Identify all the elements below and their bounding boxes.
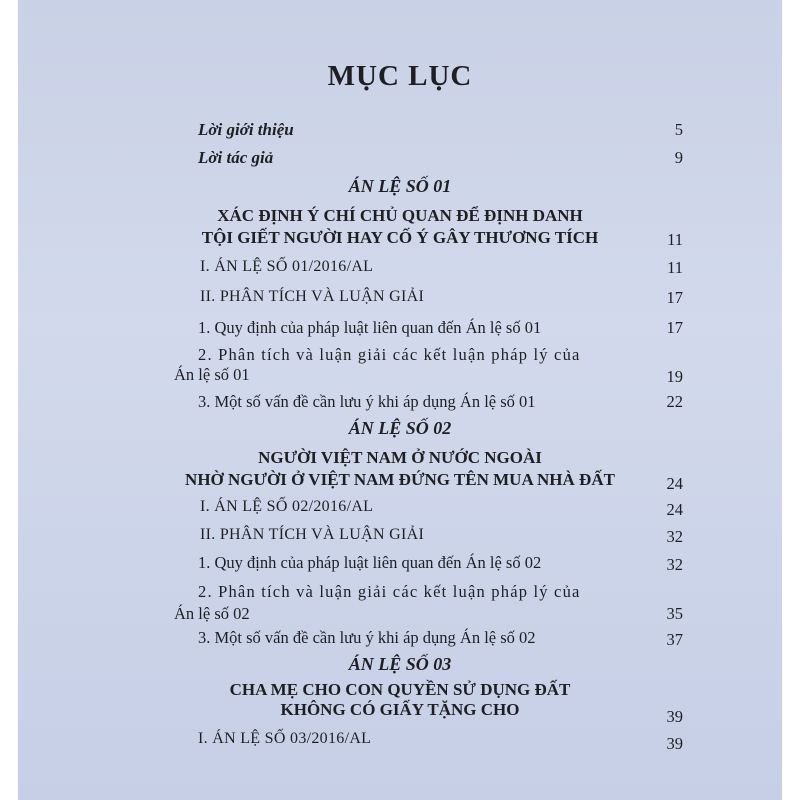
- page-title: MỤC LỤC: [327, 60, 473, 92]
- case1-item-3-page: 17: [666, 318, 683, 337]
- case1-item-4-page: 19: [666, 367, 683, 386]
- case2-item-1-label: I. ÁN LỆ SỐ 02/2016/AL: [200, 498, 374, 515]
- case2-item-4-label: 2. Phân tích và luận giải các kết luận pháp lý của: [198, 582, 581, 601]
- toc-entry-author-page: 9: [674, 148, 683, 167]
- toc-entry-intro-page: 5: [674, 120, 683, 139]
- case2-item-5-label: 3. Một số vấn đề cần lưu ý khi áp dụng Án lệ số 02: [198, 628, 536, 647]
- case1-item-1-label: I. ÁN LỆ SỐ 01/2016/AL: [200, 258, 374, 275]
- case1-title-line1: XÁC ĐỊNH Ý CHÍ CHỦ QUAN ĐỂ ĐỊNH DANH: [217, 206, 583, 225]
- case1-item-5-label: 3. Một số vấn đề cần lưu ý khi áp dụng Án lệ số 01: [198, 392, 536, 411]
- case2-item-4-label-cont: Án lệ số 02: [174, 604, 250, 623]
- case2-title-line2: NHỜ NGƯỜI Ở VIỆT NAM ĐỨNG TÊN MUA NHÀ ĐẤT: [185, 470, 615, 489]
- case1-item-5-page: 22: [666, 392, 683, 411]
- case3-item-1-page: 39: [666, 734, 683, 753]
- case2-item-2-page: 32: [666, 527, 683, 546]
- case2-item-1-page: 24: [666, 500, 683, 519]
- case1-item-4-label: 2. Phân tích và luận giải các kết luận pháp lý của: [198, 345, 581, 364]
- case2-item-2-label: II. PHÂN TÍCH VÀ LUẬN GIẢI: [200, 526, 425, 543]
- book-page: [18, 0, 782, 800]
- case1-item-1-page: 11: [667, 258, 683, 277]
- case2-title-page: 24: [666, 474, 683, 493]
- case3-title-page: 39: [666, 707, 683, 726]
- toc-entry-author-label: Lời tác giả: [198, 148, 274, 167]
- case2-item-4-page: 35: [666, 604, 683, 623]
- case3-heading: ÁN LỆ SỐ 03: [348, 654, 452, 674]
- case2-heading: ÁN LỆ SỐ 02: [348, 418, 452, 438]
- toc-entry-intro-label: Lời giới thiệu: [198, 120, 294, 139]
- case2-title-line1: NGƯỜI VIỆT NAM Ở NƯỚC NGOÀI: [258, 448, 542, 467]
- case3-item-1-label: I. ÁN LỆ SỐ 03/2016/AL: [198, 730, 372, 747]
- case2-item-3-page: 32: [666, 555, 683, 574]
- case1-heading: ÁN LỆ SỐ 01: [348, 176, 452, 196]
- case1-item-4-label-cont: Án lệ số 01: [174, 365, 250, 384]
- case2-item-5-page: 37: [666, 630, 683, 649]
- case1-title-page: 11: [667, 230, 683, 249]
- case3-title-line1: CHA MẸ CHO CON QUYỀN SỬ DỤNG ĐẤT: [229, 680, 571, 699]
- case3-title-line2: KHÔNG CÓ GIẤY TẶNG CHO: [280, 700, 520, 719]
- case1-item-2-label: II. PHÂN TÍCH VÀ LUẬN GIẢI: [200, 288, 425, 305]
- case1-item-3-label: 1. Quy định của pháp luật liên quan đến Án lệ số 01: [198, 318, 542, 337]
- case1-title-line2: TỘI GIẾT NGƯỜI HAY CỐ Ý GÂY THƯƠNG TÍCH: [201, 228, 599, 247]
- case2-item-3-label: 1. Quy định của pháp luật liên quan đến Án lệ số 02: [198, 553, 542, 572]
- case1-item-2-page: 17: [666, 288, 683, 307]
